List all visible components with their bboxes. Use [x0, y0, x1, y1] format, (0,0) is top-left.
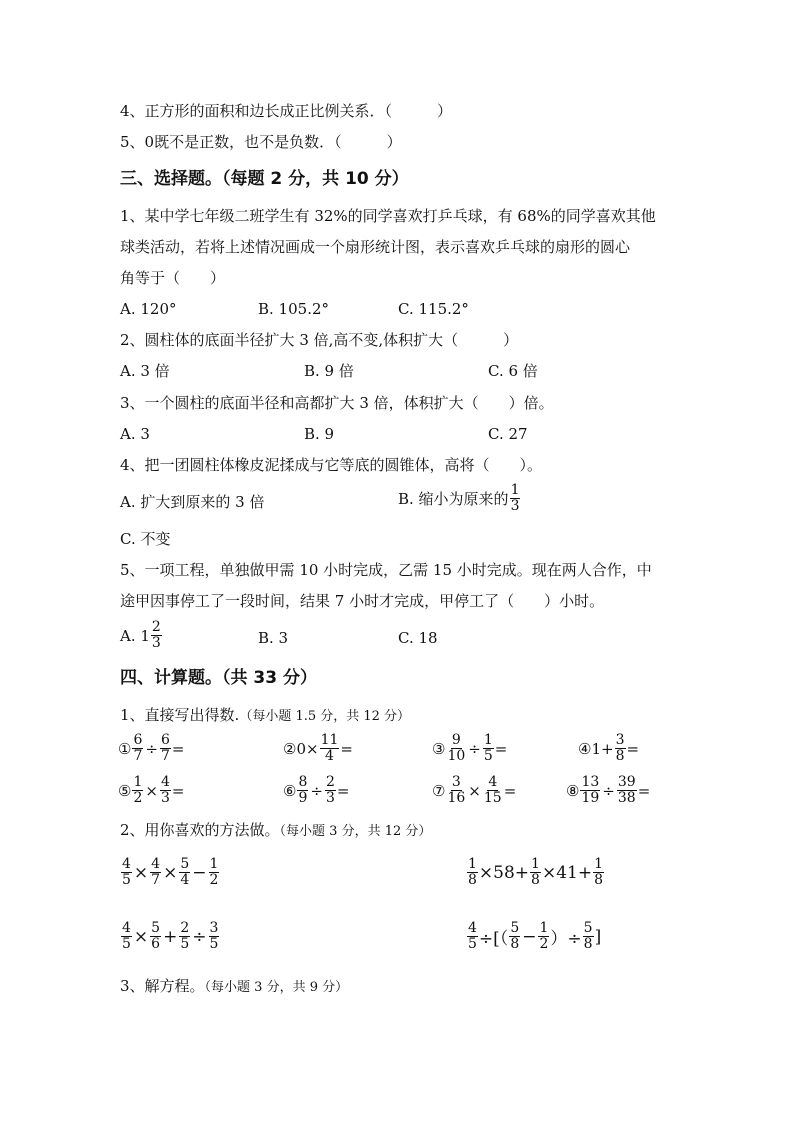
fraction: $\frac{4}{5}$ — [122, 920, 131, 952]
question-3-1-line1: 1、某中学七年级二班学生有 32%的同学喜欢打乒乓球，有 68%的同学喜欢其他 — [120, 207, 656, 225]
fraction: $\frac{11}{4}$ — [320, 732, 339, 764]
expression-2: $\frac{1}{8}$ ×58+ $\frac{1}{8}$ ×41+ $\frac{1}{8}$ — [468, 856, 604, 888]
option-3-4-a: A. 扩大到原来的 3 倍 — [120, 493, 265, 511]
expression-4: $\frac{4}{5}$ ÷[（ 5 8 − $\frac{1}{2}$ ）÷ $\frac{5}{8}$ ] — [468, 920, 602, 952]
option-3-3-c: C. 27 — [488, 425, 528, 443]
fraction: $\frac{5}{4}$ — [180, 856, 190, 888]
fraction: $\frac{4}{3}$ — [160, 774, 170, 806]
fraction: $\frac{1}{5}$ — [483, 732, 493, 764]
fraction: $\frac{8}{9}$ — [298, 774, 308, 806]
fraction: $\frac{1}{2}$ — [133, 774, 143, 806]
calc-item-1: ① $\frac{6}{7}$ ÷ $\frac{6}{7}$ = — [118, 732, 185, 764]
fraction: $\frac{1}{8}$ — [594, 856, 604, 888]
option-3-5-c: C. 18 — [398, 629, 438, 647]
question-3-1-line3: 角等于（ ） — [120, 269, 226, 287]
option-label: A. 1 — [120, 626, 150, 645]
fraction: $\frac{2}{3}$ — [325, 774, 335, 806]
question-3-1-line2: 球类活动，若将上述情况画成一个扇形统计图，表示喜欢乒乓球的扇形的圆心 — [120, 238, 631, 256]
fraction: $\frac{39}{38}$ — [617, 774, 636, 806]
fraction: $\frac{4}{7}$ — [151, 856, 161, 888]
fraction: 5 8 — [510, 920, 520, 952]
question-3-5-line2: 途甲因事停工了一段时间，结果 7 小时才完成，甲停工了（ ）小时。 — [120, 592, 605, 610]
option-3-4-b — [398, 483, 521, 514]
subsection-4-1-title: 1、直接写出得数.（每小题 1.5 分，共 12 分） — [120, 706, 411, 724]
fraction: $\frac{3}{16}$ — [447, 774, 466, 806]
fraction: $\frac{1}{8}$ — [468, 856, 477, 888]
subsection-4-3-title: 3、解方程。（每小题 3 分，共 9 分） — [120, 977, 349, 995]
option-3-1-a: A. 120° — [120, 300, 177, 318]
question-3-5-line1: 5、一项工程，单独做甲需 10 小时完成，乙需 15 小时完成。现在两人合作，中 — [120, 561, 652, 579]
fraction: $\frac{9}{10}$ — [447, 732, 466, 764]
option-3-3-a: A. 3 — [120, 425, 150, 443]
option-3-5-a — [120, 620, 163, 651]
fraction: $\frac{4}{5}$ — [122, 856, 131, 888]
option-3-2-b: B. 9 倍 — [304, 362, 354, 380]
question-3-2: 2、圆柱体的底面半径扩大 3 倍,高不变,体积扩大（ ） — [120, 331, 519, 349]
fraction: $\frac{1}{2}$ — [209, 856, 219, 888]
section-heading-4: 四、计算题。（共 33 分） — [120, 668, 317, 688]
fraction: $\frac{3}{8}$ — [615, 732, 625, 764]
fraction: $\frac{13}{19}$ — [581, 774, 600, 806]
option-3-4-c: C. 不变 — [120, 530, 171, 548]
calc-item-4: ④ 1+ $\frac{3}{8}$ = — [578, 732, 640, 764]
fraction: $\frac{5}{8}$ — [583, 920, 593, 952]
option-3-1-b: B. 105.2° — [258, 300, 330, 318]
calc-item-8: ⑧ $\frac{13}{19}$ ÷ $\frac{39}{38}$ = — [566, 774, 651, 806]
fraction: $\frac{6}{7}$ — [160, 732, 170, 764]
fraction: $\frac{1}{8}$ — [531, 856, 540, 888]
calc-item-2: ② 0× $\frac{11}{4}$ = — [283, 732, 353, 764]
calc-item-7: ⑦ $\frac{3}{16}$ × $\frac{4}{15}$ = — [432, 774, 517, 806]
fraction: $\frac{1}{2}$ — [539, 920, 549, 952]
fraction: $\frac{3}{5}$ — [209, 920, 219, 952]
fraction: $\frac{2}{5}$ — [180, 920, 190, 952]
option-3-2-a: A. 3 倍 — [120, 362, 170, 380]
fraction: $\frac{6}{7}$ — [133, 732, 143, 764]
subsection-4-2-title: 2、用你喜欢的方法做。（每小题 3 分，共 12 分） — [120, 821, 432, 839]
calc-item-3: ③ $\frac{9}{10}$ ÷ $\frac{1}{5}$ = — [432, 732, 508, 764]
fraction: $\frac{4}{5}$ — [468, 920, 477, 952]
calc-item-5: ⑤ $\frac{1}{2}$ × $\frac{4}{3}$ = — [118, 774, 185, 806]
option-3-5-b: B. 3 — [258, 629, 289, 647]
expression-1: $\frac{4}{5}$ × $\frac{4}{7}$ × $\frac{5}{4}$ − $\frac{1}{2}$ — [122, 856, 219, 888]
option-3-2-c: C. 6 倍 — [488, 362, 538, 380]
fraction: $\frac{4}{15}$ — [483, 774, 502, 806]
fraction: 2 3 — [151, 619, 161, 651]
option-3-1-c: C. 115.2° — [398, 300, 469, 318]
expression-3: $\frac{4}{5}$ × $\frac{5}{6}$ + $\frac{2}{5}$ ÷ $\frac{3}{5}$ — [122, 920, 219, 952]
question-2-5: 5、0既不是正数，也不是负数．（ ） — [120, 133, 402, 151]
section-heading-3: 三、选择题。（每题 2 分，共 10 分） — [120, 169, 409, 189]
question-3-4: 4、把一团圆柱体橡皮泥揉成与它等底的圆锥体，高将（ ）。 — [120, 456, 543, 474]
fraction: 1 3 — [510, 482, 520, 514]
question-2-4: 4、正方形的面积和边长成正比例关系．（ ） — [120, 102, 453, 120]
fraction: $\frac{5}{6}$ — [151, 920, 161, 952]
option-label: B. 缩小为原来的 — [398, 490, 509, 508]
question-3-3: 3、一个圆柱的底面半径和高都扩大 3 倍，体积扩大（ ）倍。 — [120, 394, 554, 412]
option-3-3-b: B. 9 — [304, 425, 335, 443]
calc-item-6: ⑥ $\frac{8}{9}$ ÷ $\frac{2}{3}$ = — [283, 774, 350, 806]
